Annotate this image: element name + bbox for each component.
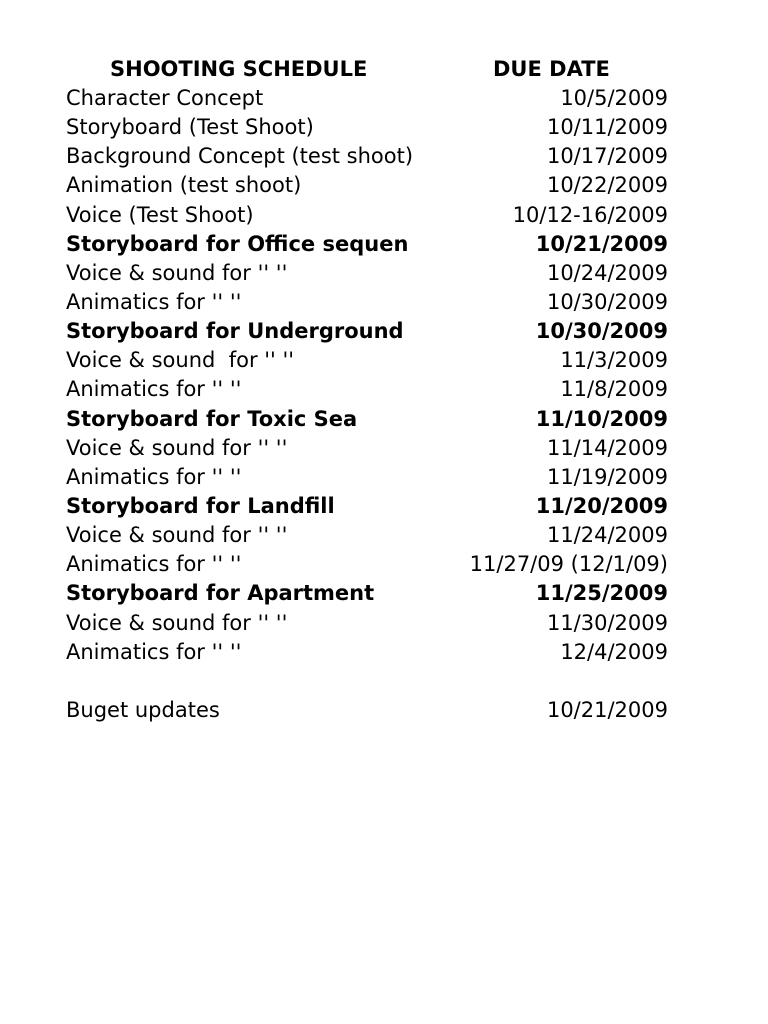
schedule-row	[66, 288, 668, 317]
task-cell: Voice & sound for '' ''	[66, 523, 288, 548]
budget-row	[66, 696, 668, 725]
schedule-row-milestone	[66, 317, 668, 346]
date-cell: 11/30/2009	[546, 610, 668, 635]
schedule-sheet	[66, 55, 668, 725]
task-cell: Animatics for '' ''	[66, 289, 242, 314]
schedule-row-milestone	[66, 579, 668, 608]
task-cell: Animatics for '' ''	[66, 377, 242, 402]
schedule-row	[66, 609, 668, 638]
date-cell: 10/5/2009	[560, 86, 668, 110]
date-cell: 11/27/09 (12/1/09)	[469, 552, 668, 577]
date-cell: 11/14/2009	[546, 435, 668, 460]
schedule-row-milestone	[66, 492, 668, 521]
task-cell: Storyboard for Underground	[66, 319, 404, 344]
schedule-row	[66, 521, 668, 550]
task-cell: Voice (Test Shoot)	[66, 202, 254, 227]
task-cell: Voice & sound for '' ''	[66, 348, 295, 373]
task-cell: Storyboard for Apartment	[66, 581, 375, 606]
schedule-row	[66, 142, 668, 171]
task-cell: Voice & sound for '' ''	[66, 610, 288, 635]
date-cell: 11/25/2009	[535, 581, 668, 606]
schedule-row	[66, 550, 668, 579]
date-cell: 10/12-16/2009	[512, 202, 668, 227]
date-cell: 12/4/2009	[560, 639, 668, 664]
date-cell: 10/24/2009	[546, 260, 668, 285]
schedule-row-milestone	[66, 405, 668, 434]
task-cell: Voice & sound for '' ''	[66, 435, 288, 460]
date-cell: 10/22/2009	[546, 173, 668, 198]
schedule-row	[66, 201, 668, 230]
task-cell: Storyboard (Test Shoot)	[66, 115, 314, 140]
task-cell: Background Concept (test shoot)	[66, 144, 414, 169]
date-cell: 11/20/2009	[535, 493, 668, 518]
task-cell: Animatics for '' ''	[66, 552, 242, 577]
task-cell: Animation (test shoot)	[66, 173, 302, 198]
task-cell: Buget updates	[66, 697, 220, 722]
schedule-row	[66, 171, 668, 200]
date-cell: 10/17/2009	[546, 144, 668, 169]
date-cell: 10/21/2009	[535, 231, 668, 256]
date-cell: 11/3/2009	[560, 348, 668, 373]
schedule-rows	[66, 84, 668, 667]
schedule-row	[66, 638, 668, 667]
schedule-row	[66, 113, 668, 142]
schedule-row	[66, 84, 668, 113]
schedule-row	[66, 375, 668, 404]
date-cell: 10/30/2009	[546, 289, 668, 314]
date-cell: 10/21/2009	[546, 697, 668, 722]
date-cell: 11/10/2009	[535, 406, 668, 431]
date-cell: 11/19/2009	[546, 464, 668, 489]
schedule-row	[66, 463, 668, 492]
date-cell: 10/11/2009	[546, 115, 668, 140]
schedule-row-milestone	[66, 230, 668, 259]
task-cell: Storyboard for Toxic Sea	[66, 406, 358, 431]
date-cell: 10/30/2009	[535, 319, 668, 344]
task-cell: Character Concept	[66, 86, 264, 110]
task-cell: Storyboard for Landfill	[66, 493, 335, 518]
date-cell: 11/8/2009	[560, 377, 668, 402]
task-cell: Animatics for '' ''	[66, 464, 242, 489]
schedule-row	[66, 346, 668, 375]
task-cell: Animatics for '' ''	[66, 639, 242, 664]
task-cell: Voice & sound for '' ''	[66, 260, 288, 285]
column-header-due-date: DUE DATE	[493, 57, 610, 81]
schedule-row	[66, 434, 668, 463]
task-cell: Storyboard for Office sequen	[66, 231, 409, 256]
column-header-schedule: SHOOTING SCHEDULE	[110, 57, 368, 81]
schedule-row	[66, 259, 668, 288]
date-cell: 11/24/2009	[546, 523, 668, 548]
spacer-row	[66, 667, 668, 696]
header-row	[66, 55, 668, 84]
